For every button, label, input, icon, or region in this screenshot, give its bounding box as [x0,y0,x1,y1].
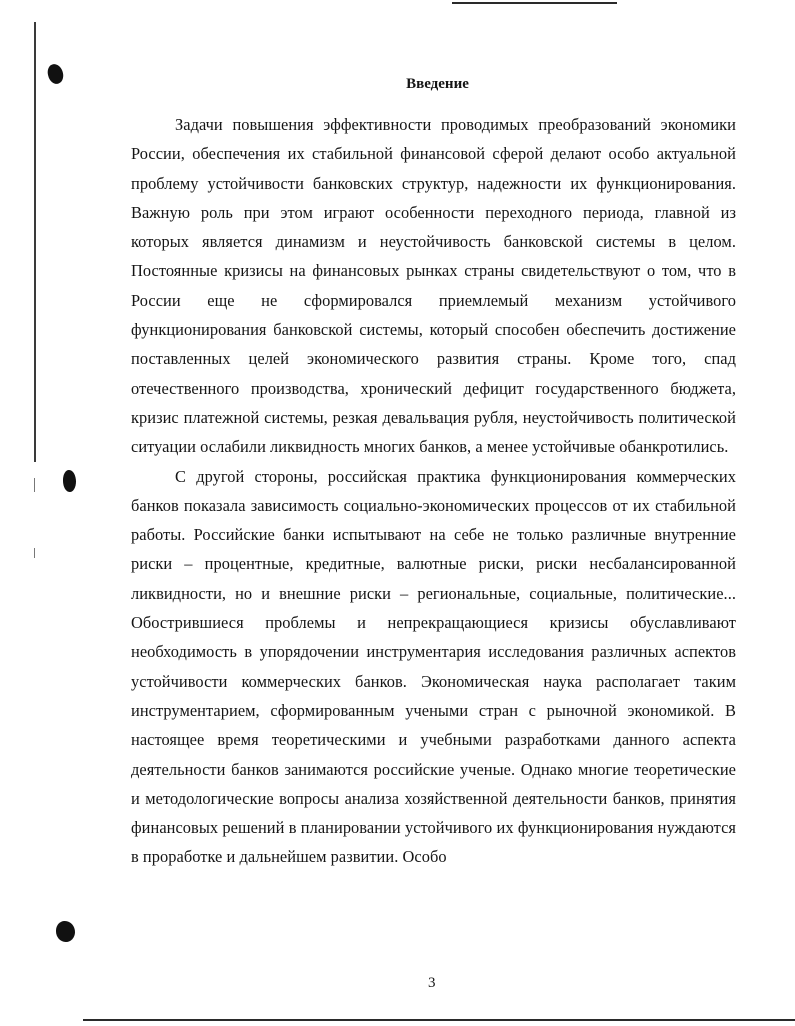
scan-border-top [452,2,617,4]
scan-speck [34,478,35,492]
body-text [131,110,736,872]
punch-hole-mark [56,921,75,942]
page-number: 3 [428,975,436,991]
page-title: Введение [406,76,469,92]
punch-hole-mark [63,470,76,492]
scan-speck [34,548,35,558]
paragraph: Задачи повышения эффективности проводимых преобразований экономики России, обеспечения их стабильной финансовой сферой делают особо актуальной проблему устойчивости банковских структур, надежности их функционирования. Важную роль при этом играют особенности переходного периода, главной из которых является динамизм и неустойчивость банковской системы в целом. Постоянные кризисы на финансовых рынках страны свидетельствуют о том, что в России еще не сформировался приемлемый механизм устойчивого функционирования банковской системы, который способен обеспечить достижение поставленных целей экономического развития страны. Кроме того, спад отечественного производства, хронический дефицит государственного бюджета, кризис платежной системы, резкая девальвация рубля, неустойчивость политической ситуации ослабили ликвидность многих банков, а менее устойчивые обанкротились. [131,115,736,457]
paragraph: С другой стороны, российская практика функционирования коммерческих банков показала зависимость социально-экономических процессов от их стабильной работы. Российские банки испытывают на себе не только различные внутренние риски – процентные, кредитные, валютные риски, риски несбалансированной ликвидности, но и внешние риски – региональные, социальные, политические... Обострившиеся проблемы и непрекращающиеся кризисы обуславливают необходимость в упорядочении инструментария исследования различных аспектов устойчивости коммерческих банков. Экономическая наука располагает таким инструментарием, сформированным учеными стран с рыночной экономикой. В настоящее время теоретическими и учебными разработками данного аспекта деятельности банков занимаются российские ученые. Однако многие теоретические и методологические вопросы анализа хозяйственной деятельности банков, принятия финансовых решений в планировании устойчивого их функционирования нуждаются в проработке и дальнейшем развитии. Особо [131,466,736,867]
scan-border-bottom [83,1019,795,1021]
